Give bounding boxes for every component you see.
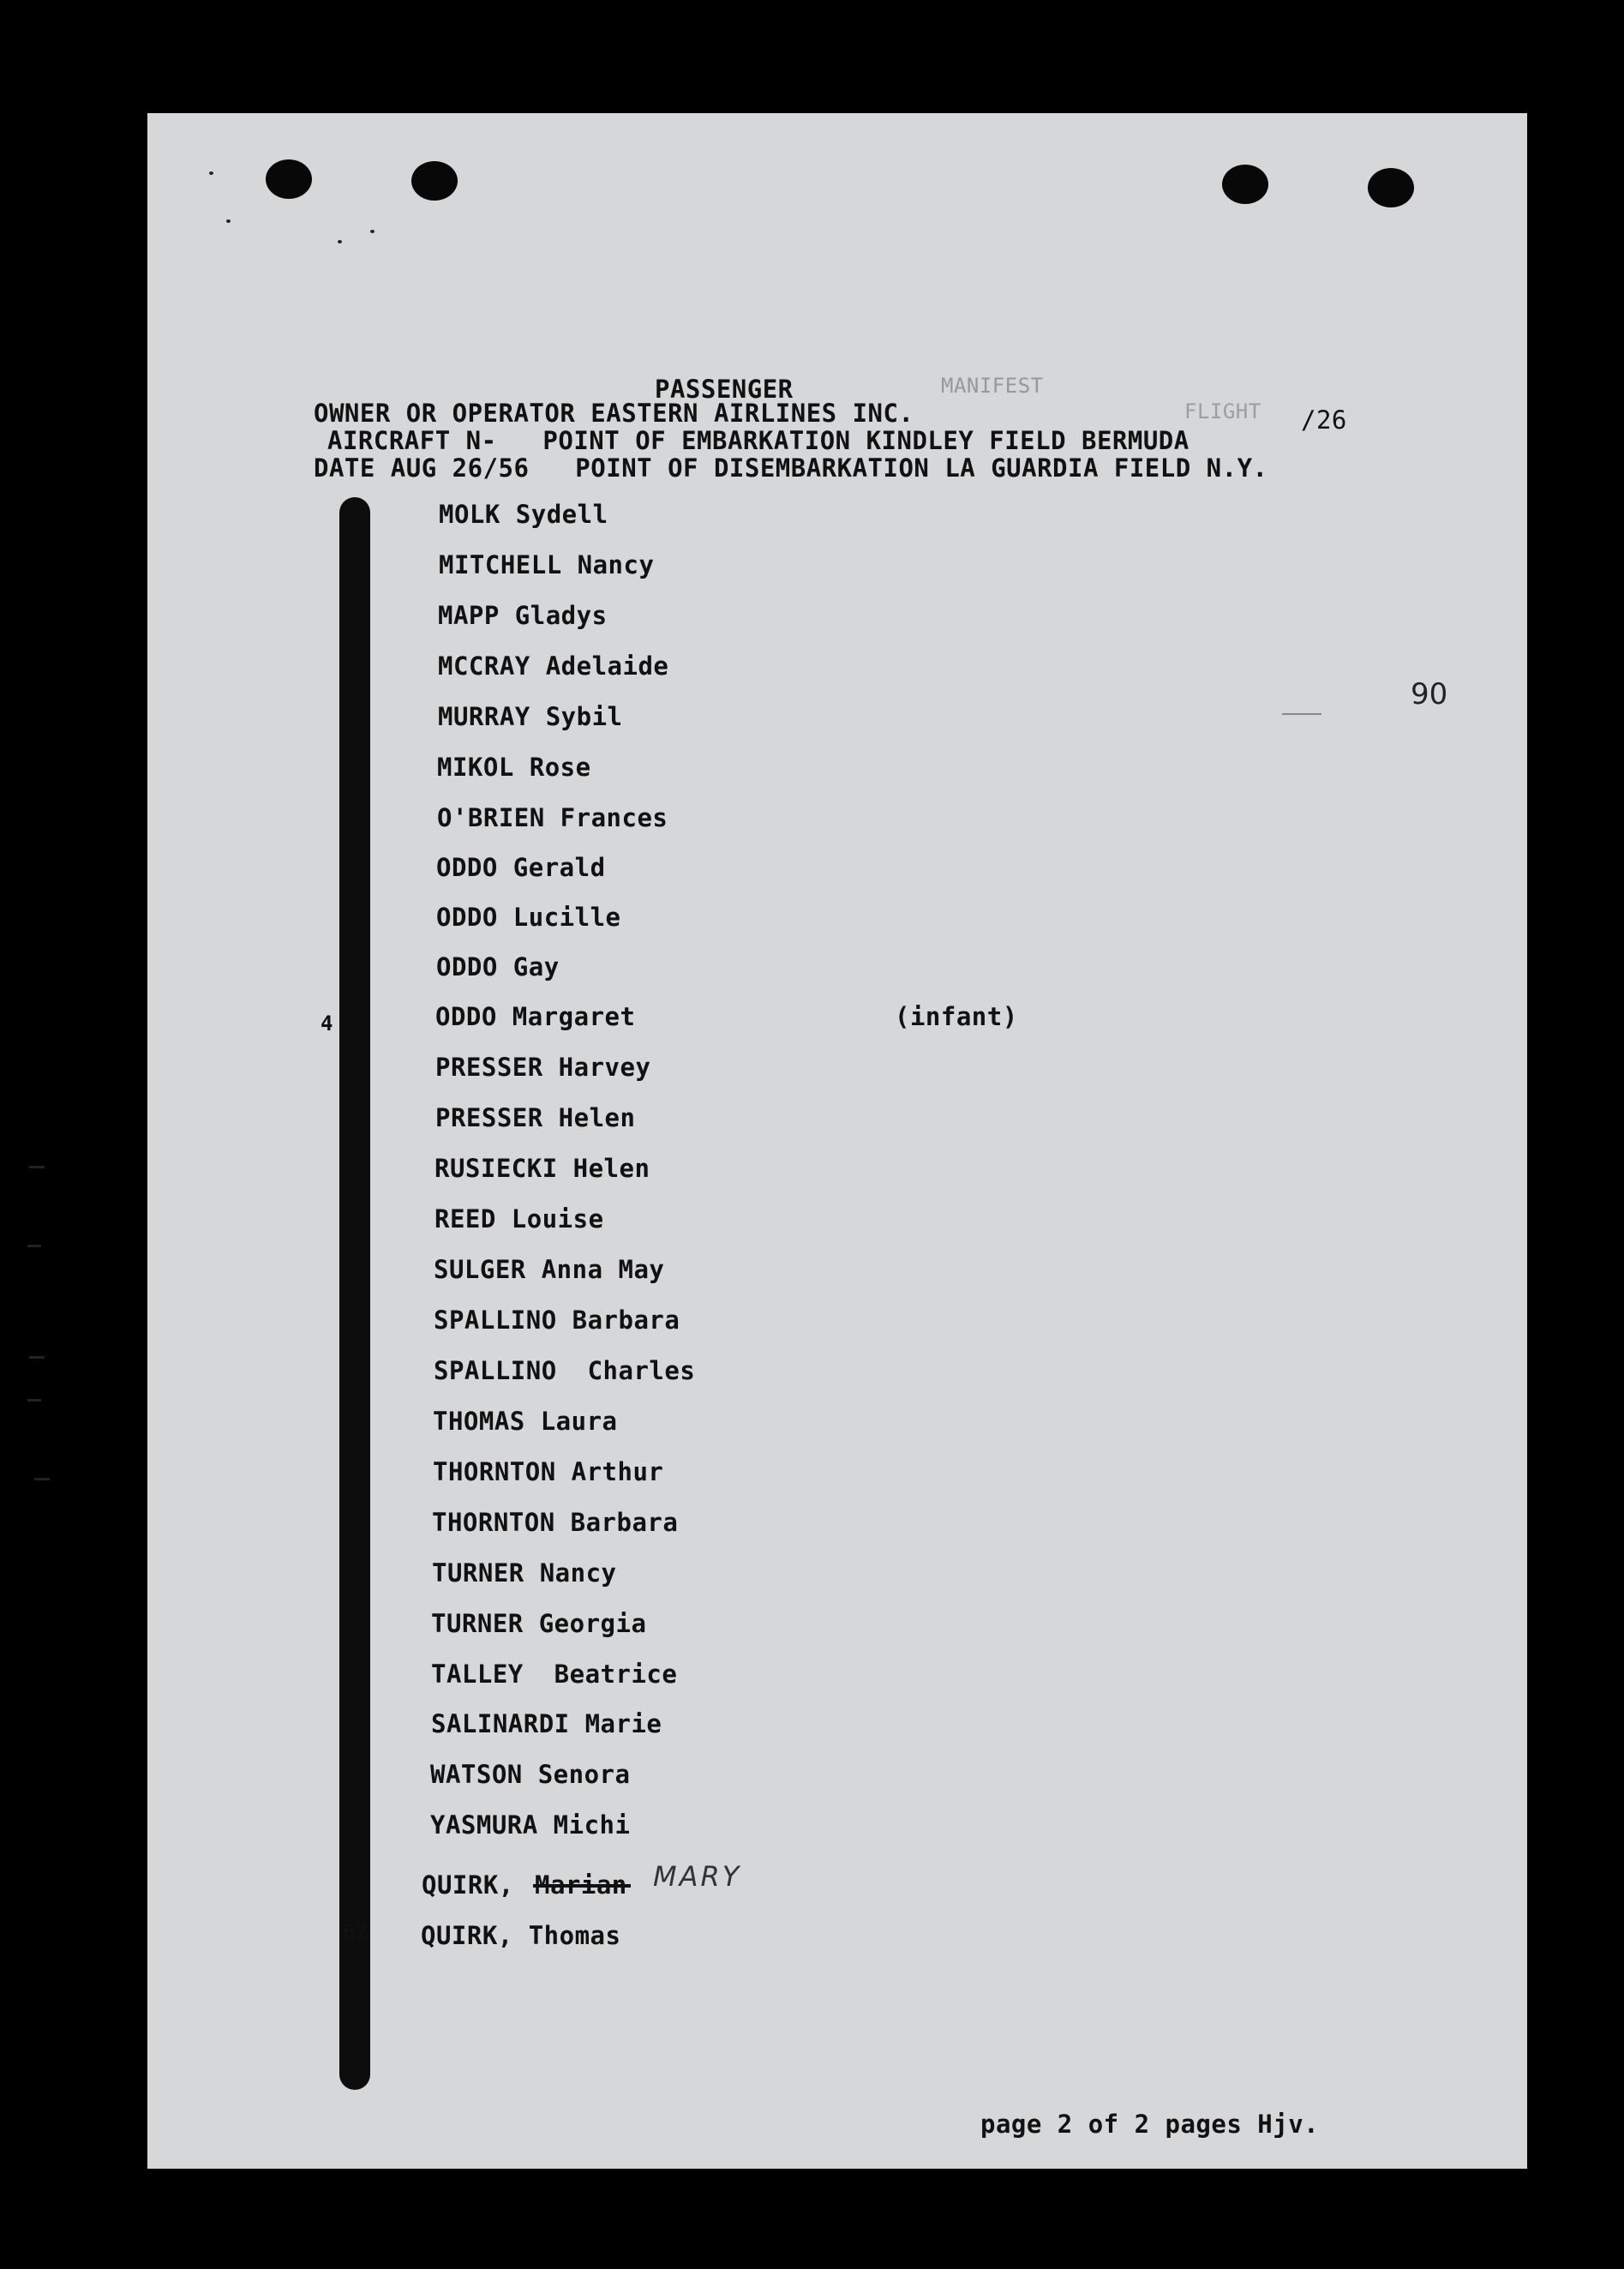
list-item: MIKOL Rose	[437, 753, 591, 782]
list-item: SALINARDI Marie	[431, 1709, 662, 1738]
redacted-row-numbers	[339, 497, 370, 2090]
list-item: ODDO Gerald	[436, 853, 606, 882]
aircraft-line: AIRCRAFT N- POINT OF EMBARKATION KINDLEY FIELD BERMUDA	[327, 426, 1190, 455]
page-footer: page 2 of 2 pages Hjv.	[980, 2110, 1320, 2139]
list-item: QUIRK,	[422, 1870, 530, 1900]
list-item: REED Louise	[434, 1204, 604, 1234]
title-smudge: MANIFEST	[941, 374, 1044, 398]
list-item: MAPP Gladys	[438, 601, 608, 630]
punch-hole	[1368, 168, 1414, 207]
list-item: THORNTON Arthur	[433, 1457, 664, 1486]
list-item: YASMURA Michi	[430, 1810, 631, 1840]
list-item: MURRAY Sybil	[438, 702, 623, 731]
list-item: O'BRIEN Frances	[437, 803, 668, 832]
list-item: ODDO Margaret	[435, 1002, 636, 1031]
list-item: THOMAS Laura	[433, 1407, 618, 1436]
list-item: TURNER Nancy	[432, 1558, 617, 1588]
list-item: THORNTON Barbara	[432, 1508, 679, 1537]
date-line: DATE AUG 26/56 POINT OF DISEMBARKATION LA GUARDIA FIELD N.Y.	[314, 453, 1268, 483]
list-item-note: (infant)	[895, 1002, 1018, 1031]
list-item: WATSON Senora	[430, 1760, 631, 1789]
row-number-last: 62	[343, 1920, 369, 1944]
side-number: 90	[1411, 677, 1448, 711]
list-item: MOLK Sydell	[439, 500, 608, 529]
list-item: RUSIECKI Helen	[434, 1154, 650, 1183]
list-item: PRESSER Harvey	[435, 1053, 651, 1082]
punch-hole	[411, 161, 458, 201]
strikethrough-line	[533, 1884, 631, 1888]
list-item: ODDO Gay	[436, 952, 560, 981]
punch-hole	[266, 159, 312, 199]
list-item: MITCHELL Nancy	[439, 550, 655, 579]
list-item: TURNER Georgia	[431, 1609, 647, 1638]
manifest-title: PASSENGER	[655, 375, 794, 404]
list-item: MCCRAY Adelaide	[438, 651, 669, 681]
handwritten-correction: MARY	[653, 1860, 742, 1893]
row-number-first: 4	[321, 1011, 333, 1035]
flight-smudge: FLIGHT	[1184, 399, 1261, 423]
list-item: SULGER Anna May	[434, 1255, 665, 1284]
list-item: TALLEY Beatrice	[431, 1660, 678, 1689]
list-item: ODDO Lucille	[436, 903, 621, 932]
manifest-page	[147, 113, 1527, 2169]
struck-name: Marian	[535, 1870, 627, 1900]
list-item: PRESSER Helen	[435, 1103, 636, 1132]
list-item: SPALLINO Barbara	[434, 1306, 680, 1335]
list-item: QUIRK, Thomas	[421, 1921, 621, 1950]
punch-hole	[1222, 165, 1268, 204]
owner-line: OWNER OR OPERATOR EASTERN AIRLINES INC.	[314, 399, 914, 428]
list-item: SPALLINO Charles	[434, 1356, 696, 1385]
flight-number: /26	[1301, 405, 1347, 435]
